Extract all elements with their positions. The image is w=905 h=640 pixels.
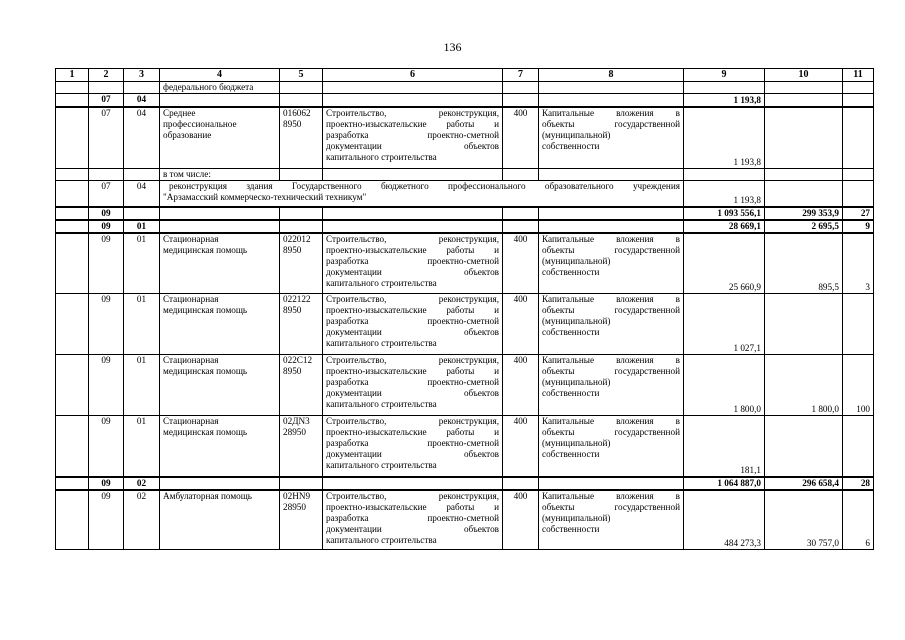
col-header: 8 bbox=[539, 69, 684, 82]
col-header: 6 bbox=[323, 69, 503, 82]
cell-executed: 30 757,0 bbox=[765, 490, 843, 550]
cell-executed: 299 353,9 bbox=[765, 207, 843, 220]
cell-expense-name bbox=[539, 355, 684, 416]
cell-line: Капитальные вложения в bbox=[542, 416, 680, 426]
cell-work-type bbox=[323, 233, 503, 294]
cell-expense-type: 400 bbox=[503, 416, 539, 477]
col-header: 1 bbox=[56, 69, 89, 82]
cell-executed: 1 800,0 bbox=[765, 355, 843, 416]
cell-percent: 27 bbox=[843, 207, 874, 220]
cell-description bbox=[160, 294, 280, 355]
page-number: 136 bbox=[443, 40, 462, 54]
cell-line: (муниципальной) bbox=[542, 438, 611, 448]
cell-subsection: 02 bbox=[124, 477, 160, 490]
cell-line: капитального строительства bbox=[326, 151, 437, 162]
cell-line: объекты государственной bbox=[542, 118, 680, 129]
cell-line: медицинская помощь bbox=[163, 427, 248, 437]
cell-line: (муниципальной) bbox=[542, 316, 611, 326]
cell-description bbox=[160, 233, 280, 294]
cell-expense-name bbox=[539, 294, 684, 355]
cell-line: проектно-изыскательские работы и bbox=[326, 305, 499, 315]
table-row bbox=[56, 181, 874, 207]
cell-line: Стационарная bbox=[163, 294, 219, 304]
cell-expense-type: 400 bbox=[503, 294, 539, 355]
cell-executed: 895,5 bbox=[765, 233, 843, 294]
budget-table bbox=[55, 68, 874, 550]
cell-line: документации объектов bbox=[326, 140, 499, 151]
cell-line: собственности bbox=[542, 140, 600, 151]
cell-code bbox=[280, 294, 323, 355]
cell-subsection: 04 bbox=[124, 94, 160, 107]
cell-line: Амбулаторная помощь bbox=[163, 490, 252, 501]
cell-line: Капитальные вложения в bbox=[542, 294, 680, 304]
cell-line: Среднее bbox=[163, 107, 196, 118]
table-row bbox=[56, 169, 874, 181]
cell-line: профессиональное bbox=[163, 118, 237, 129]
cell-section: 09 bbox=[89, 207, 124, 220]
cell-line: медицинская помощь bbox=[163, 305, 248, 315]
col-header: 10 bbox=[765, 69, 843, 82]
cell-code bbox=[280, 107, 323, 169]
cell-line: документации объектов bbox=[326, 449, 499, 459]
cell-line: (муниципальной) bbox=[542, 377, 611, 387]
cell-line: проектно-изыскательские работы и bbox=[326, 118, 499, 129]
cell-amount: 181,1 bbox=[684, 416, 765, 477]
cell-percent: 28 bbox=[843, 477, 874, 490]
cell-section: 07 bbox=[89, 94, 124, 107]
object-line-1: реконструкция здания Государственного бюджетного профессионального образовательного учреждения bbox=[169, 181, 680, 191]
cell-line: разработка проектно-сметной bbox=[326, 377, 499, 387]
cell-amount: 1 193,8 bbox=[684, 181, 765, 207]
col-header: 3 bbox=[124, 69, 160, 82]
cell-line: собственности bbox=[542, 449, 600, 459]
table-row bbox=[56, 355, 874, 416]
table-row bbox=[56, 82, 874, 94]
cell-code bbox=[280, 233, 323, 294]
col-header: 7 bbox=[503, 69, 539, 82]
cell-executed: 2 695,5 bbox=[765, 220, 843, 233]
cell-line: Капитальные вложения в bbox=[542, 490, 680, 501]
cell-line: собственности bbox=[542, 388, 600, 398]
col-header: 5 bbox=[280, 69, 323, 82]
cell-line: проектно-изыскательские работы и bbox=[326, 501, 499, 512]
cell-description: федерального бюджета bbox=[160, 82, 280, 94]
cell-line: Строительство, реконструкция, bbox=[326, 416, 499, 426]
cell-amount: 1 193,8 bbox=[684, 94, 765, 107]
cell-code bbox=[280, 490, 323, 550]
cell-object-description bbox=[160, 181, 684, 207]
cell-line: (муниципальной) bbox=[542, 255, 611, 266]
cell-percent: 6 bbox=[843, 490, 874, 550]
cell-line: разработка проектно-сметной bbox=[326, 438, 499, 448]
table-row bbox=[56, 490, 874, 550]
table-row bbox=[56, 207, 874, 220]
cell-line: (муниципальной) bbox=[542, 512, 611, 523]
cell-code bbox=[280, 416, 323, 477]
cell-line: Строительство, реконструкция, bbox=[326, 233, 499, 244]
cell-code bbox=[280, 355, 323, 416]
cell-line: Строительство, реконструкция, bbox=[326, 355, 499, 365]
cell-line: проектно-изыскательские работы и bbox=[326, 244, 499, 255]
cell-line: Строительство, реконструкция, bbox=[326, 107, 499, 118]
cell-section: 09 bbox=[89, 294, 124, 355]
cell-line: Строительство, реконструкция, bbox=[326, 490, 499, 501]
cell-line: 8950 bbox=[283, 244, 302, 255]
cell-section: 07 bbox=[89, 107, 124, 169]
cell-expense-name bbox=[539, 233, 684, 294]
cell-line: собственности bbox=[542, 327, 600, 337]
table-row bbox=[56, 294, 874, 355]
cell-expense-name bbox=[539, 490, 684, 550]
table-row bbox=[56, 477, 874, 490]
cell-line: 28950 bbox=[283, 501, 306, 512]
cell-description bbox=[160, 107, 280, 169]
cell-amount: 484 273,3 bbox=[684, 490, 765, 550]
cell-line: проектно-изыскательские работы и bbox=[326, 366, 499, 376]
cell-line: капитального строительства bbox=[326, 534, 437, 545]
cell-section: 09 bbox=[89, 355, 124, 416]
cell-line: собственности bbox=[542, 266, 600, 277]
cell-line: 8950 bbox=[283, 366, 302, 376]
cell-subsection: 01 bbox=[124, 294, 160, 355]
cell-line: 02ДN3 bbox=[283, 416, 310, 426]
cell-line: Капитальные вложения в bbox=[542, 233, 680, 244]
cell-description bbox=[160, 490, 280, 550]
cell-line: документации объектов bbox=[326, 388, 499, 398]
cell-line: проектно-изыскательские работы и bbox=[326, 427, 499, 437]
cell-line: объекты государственной bbox=[542, 366, 680, 376]
cell-subsection: 01 bbox=[124, 220, 160, 233]
cell-line: собственности bbox=[542, 523, 600, 534]
cell-line: Капитальные вложения в bbox=[542, 107, 680, 118]
cell-line: 28950 bbox=[283, 427, 306, 437]
cell-line: разработка проектно-сметной bbox=[326, 316, 499, 326]
cell-line: документации объектов bbox=[326, 266, 499, 277]
cell-expense-name bbox=[539, 107, 684, 169]
cell-line: разработка проектно-сметной bbox=[326, 129, 499, 140]
cell-expense-type: 400 bbox=[503, 490, 539, 550]
cell-line: объекты государственной bbox=[542, 244, 680, 255]
cell-section: 09 bbox=[89, 477, 124, 490]
table-row bbox=[56, 94, 874, 107]
cell-amount: 1 093 556,1 bbox=[684, 207, 765, 220]
header-row bbox=[56, 69, 874, 82]
cell-amount: 28 669,1 bbox=[684, 220, 765, 233]
cell-line: медицинская помощь bbox=[163, 366, 248, 376]
cell-line: 022122 bbox=[283, 294, 311, 304]
object-line-2: "Арзамасский коммерческо-технический техникум" bbox=[163, 192, 367, 202]
cell-description bbox=[160, 355, 280, 416]
cell-line: образование bbox=[163, 129, 212, 140]
cell-line: Стационарная bbox=[163, 416, 219, 426]
cell-line: Строительство, реконструкция, bbox=[326, 294, 499, 304]
cell-work-type bbox=[323, 107, 503, 169]
cell-line: 022С12 bbox=[283, 355, 313, 365]
cell-line: разработка проектно-сметной bbox=[326, 512, 499, 523]
cell-line: Стационарная bbox=[163, 355, 219, 365]
cell-percent: 3 bbox=[843, 233, 874, 294]
cell-subsection: 04 bbox=[124, 181, 160, 207]
cell-line: 02НN9 bbox=[283, 490, 311, 501]
cell-work-type bbox=[323, 490, 503, 550]
cell-work-type bbox=[323, 294, 503, 355]
cell-line: Стационарная bbox=[163, 233, 219, 244]
cell-executed: 296 658,4 bbox=[765, 477, 843, 490]
table-row bbox=[56, 220, 874, 233]
cell-line: документации объектов bbox=[326, 327, 499, 337]
cell-amount: 1 800,0 bbox=[684, 355, 765, 416]
cell-section: 07 bbox=[89, 181, 124, 207]
cell-percent: 9 bbox=[843, 220, 874, 233]
cell-description: в том числе: bbox=[160, 169, 280, 181]
cell-expense-name bbox=[539, 416, 684, 477]
cell-line: разработка проектно-сметной bbox=[326, 255, 499, 266]
cell-line: объекты государственной bbox=[542, 501, 680, 512]
cell-subsection: 01 bbox=[124, 355, 160, 416]
cell-work-type bbox=[323, 355, 503, 416]
cell-section: 09 bbox=[89, 416, 124, 477]
cell-expense-type: 400 bbox=[503, 355, 539, 416]
cell-work-type bbox=[323, 416, 503, 477]
cell-description bbox=[160, 416, 280, 477]
cell-line: капитального строительства bbox=[326, 277, 437, 288]
col-header: 2 bbox=[89, 69, 124, 82]
cell-section: 09 bbox=[89, 490, 124, 550]
cell-section: 09 bbox=[89, 220, 124, 233]
cell-expense-type: 400 bbox=[503, 107, 539, 169]
col-header: 4 bbox=[160, 69, 280, 82]
cell-line: капитального строительства bbox=[326, 399, 437, 409]
table-row bbox=[56, 233, 874, 294]
cell-section: 09 bbox=[89, 233, 124, 294]
cell-subsection: 01 bbox=[124, 233, 160, 294]
cell-amount: 1 193,8 bbox=[684, 107, 765, 169]
cell-line: медицинская помощь bbox=[163, 244, 248, 255]
col-header: 9 bbox=[684, 69, 765, 82]
cell-subsection: 01 bbox=[124, 416, 160, 477]
table-row bbox=[56, 107, 874, 169]
col-header: 11 bbox=[843, 69, 874, 82]
cell-subsection: 04 bbox=[124, 107, 160, 169]
cell-line: 8950 bbox=[283, 118, 302, 129]
cell-line: капитального строительства bbox=[326, 460, 437, 470]
cell-percent: 100 bbox=[843, 355, 874, 416]
cell-line: 016062 bbox=[283, 107, 311, 118]
cell-subsection: 02 bbox=[124, 490, 160, 550]
cell-line: документации объектов bbox=[326, 523, 499, 534]
cell-line: Капитальные вложения в bbox=[542, 355, 680, 365]
cell-line: объекты государственной bbox=[542, 305, 680, 315]
cell-line: (муниципальной) bbox=[542, 129, 611, 140]
cell-line: капитального строительства bbox=[326, 338, 437, 348]
table-row bbox=[56, 416, 874, 477]
cell-amount: 25 660,9 bbox=[684, 233, 765, 294]
cell-amount: 1 027,1 bbox=[684, 294, 765, 355]
cell-line: 8950 bbox=[283, 305, 302, 315]
cell-amount: 1 064 887,0 bbox=[684, 477, 765, 490]
cell-line: 022012 bbox=[283, 233, 311, 244]
cell-expense-type: 400 bbox=[503, 233, 539, 294]
cell-line: объекты государственной bbox=[542, 427, 680, 437]
